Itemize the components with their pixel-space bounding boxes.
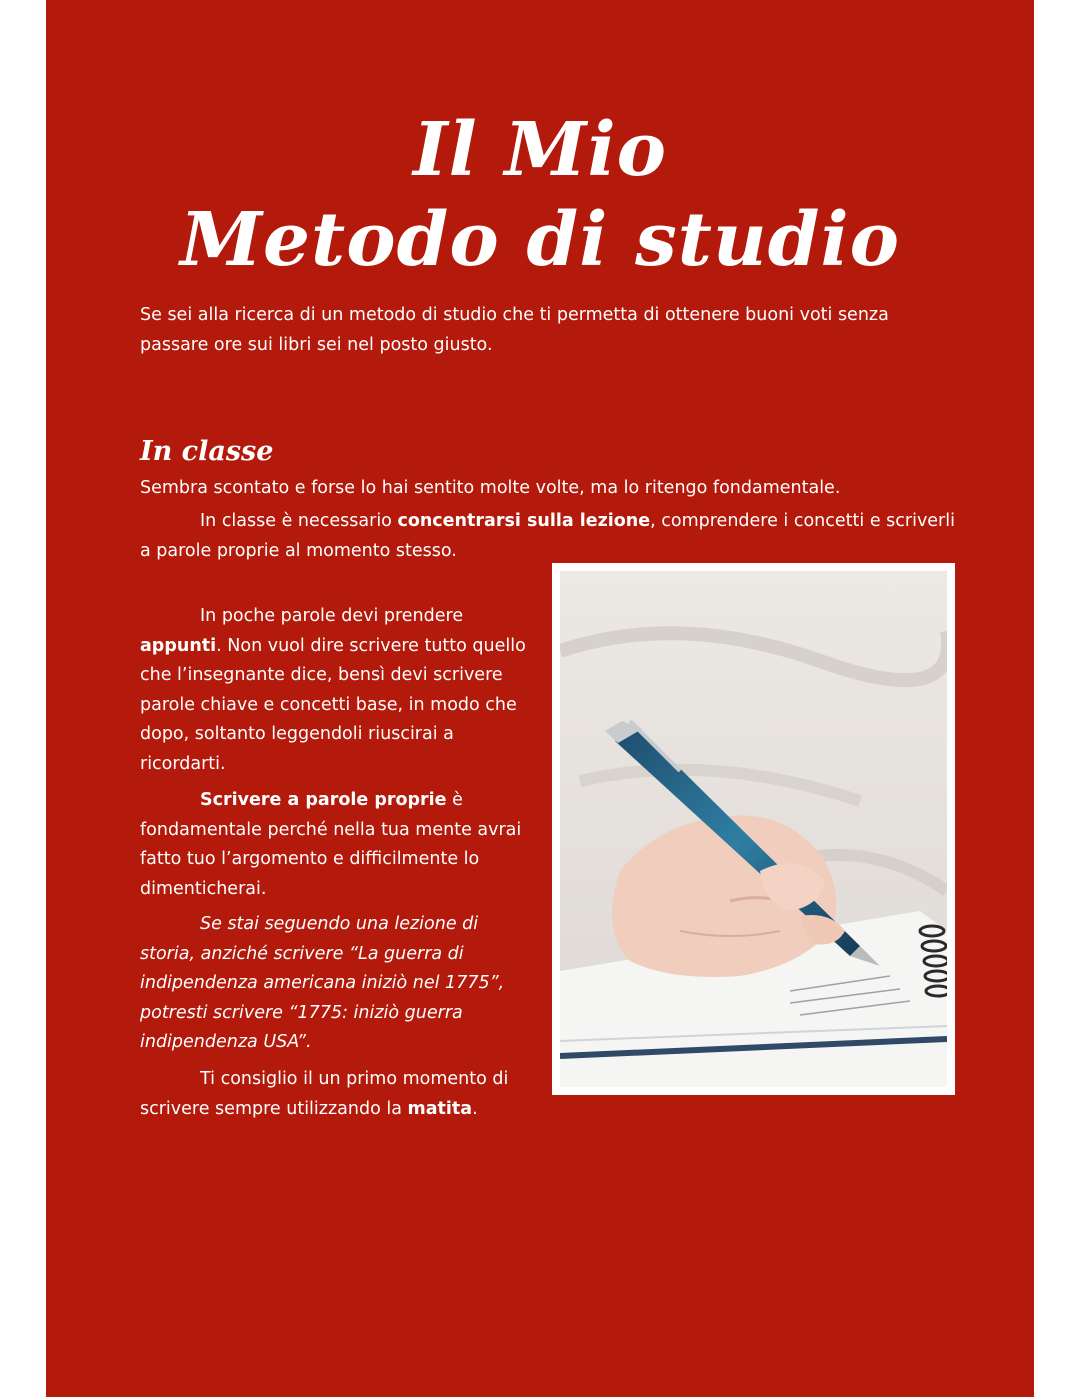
paragraph-text: In classe è necessario [200, 511, 398, 531]
bold-phrase: concentrarsi sulla lezione [397, 511, 651, 531]
photo-hand-writing-with-pen-icon [560, 571, 947, 1087]
photo-frame [552, 563, 955, 1095]
paragraph-matita [140, 1065, 535, 1124]
paragraph-text: In poche parole devi prendere [200, 606, 464, 626]
bold-phrase: Scrivere a parole proprie [200, 790, 447, 810]
paragraph-example-italic [140, 910, 535, 1058]
lead-paragraph: Sembra scontato e forse lo hai sentito molte volte, ma lo ritengo fondamentale. [140, 478, 841, 498]
paragraph-concentrate [140, 507, 955, 566]
paragraph-text: . Non vuol dire scrivere tutto quello che l’insegnante dice, bensì devi scrivere parole chiave e concetti base, in modo che dopo, soltanto leggendoli riuscirai a ricordarti. [140, 635, 526, 774]
page-title-line-2: Metodo di studio [180, 197, 900, 283]
section-heading: In classe [140, 436, 274, 467]
bold-phrase: appunti [140, 635, 217, 656]
paragraph-text: Se stai seguendo una lezione di storia, anziché scrivere “La guerra di indipendenza americana iniziò nel 1775”, potresti scrivere “1775: iniziò guerra indipendenza USA”. [140, 914, 505, 1053]
paragraph-text: è fondamentale perché nella tua mente avrai fatto tuo l’argomento e difficilmente lo dimenticherai. [140, 790, 522, 899]
page [46, 0, 1034, 1397]
paragraph-parole-proprie [140, 786, 535, 904]
page-title-line-1: Il Mio [413, 107, 667, 193]
paragraph-text: Ti consiglio il un primo momento di scrivere sempre utilizzando la [140, 1069, 509, 1119]
paragraph-text: . [472, 1098, 478, 1119]
bold-phrase: matita [407, 1098, 473, 1119]
paragraph-text: , comprendere i concetti e scriverli a parole proprie al momento stesso. [140, 511, 955, 561]
intro-paragraph: Se sei alla ricerca di un metodo di studio che ti permetta di ottenere buoni voti senza passare ore sui libri sei nel posto giusto. [140, 305, 889, 355]
paragraph-appunti [140, 602, 535, 780]
